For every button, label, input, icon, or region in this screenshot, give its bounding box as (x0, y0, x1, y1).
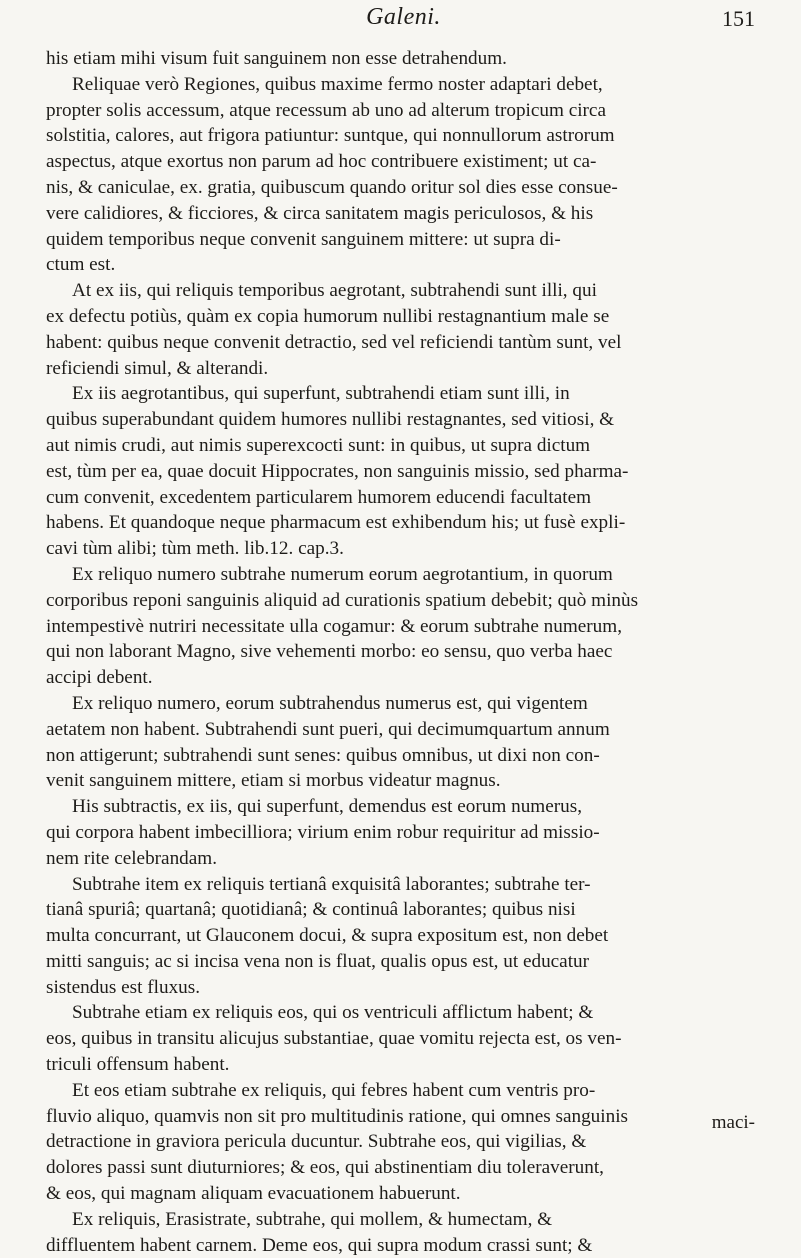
text-line: Ex reliquo numero, eorum subtrahendus numerus est, qui vigentem (72, 692, 588, 714)
text-line: habens. Et quandoque neque pharmacum est exhibendum his; ut fusè expli- (46, 512, 626, 534)
text-line: mitti sanguis; ac si incisa vena non is fluat, qualis opus est, ut educatur (46, 950, 590, 972)
page-number: 151 (722, 6, 755, 31)
text-line: tianâ spuriâ; quartanâ; quotidianâ; & continuâ laborantes; quibus nisi (46, 899, 576, 921)
text-line: His subtractis, ex iis, qui superfunt, demendus est eorum numerus, (72, 796, 582, 818)
text-line: detractione in graviora pericula ducuntur. Subtrahe eos, qui vigilias, & (46, 1131, 587, 1153)
text-line: Ex iis aegrotantibus, qui superfunt, subtrahendi etiam sunt illi, in (72, 383, 570, 405)
text-line: ctum est. (46, 254, 116, 276)
text-line: aut nimis crudi, aut nimis superexcocti sunt: in quibus, ut supra dictum (46, 434, 591, 456)
text-line: cum convenit, excedentem particularem humorem educendi facultatem (46, 486, 592, 508)
text-line: vere calidiores, & ficciores, & circa sanitatem magis periculosos, & his (46, 202, 594, 224)
text-line: dolores passi sunt diuturniores; & eos, qui abstinentiam diu toleraverunt, (46, 1157, 604, 1179)
text-line: reficiendi simul, & alterandi. (46, 357, 269, 379)
text-line: nem rite celebrandam. (46, 847, 218, 869)
text-line: Ex reliquo numero subtrahe numerum eorum aegrotantium, in quorum (72, 563, 613, 585)
text-line: propter solis accessum, atque recessum ab uno ad alterum tropicum circa (46, 99, 606, 121)
text-line: intempestivè nutriri necessitate ulla cogamur: & eorum subtrahe numerum, (46, 615, 622, 637)
text-line: habent: quibus neque convenit detractio, sed vel reficiendi tantùm sunt, vel (46, 331, 622, 353)
text-line: quidem temporibus neque convenit sanguinem mittere: ut supra di- (46, 228, 561, 250)
text-line: non attigerunt; subtrahendi sunt senes: quibus omnibus, ut dixi non con- (46, 744, 600, 766)
text-line: qui corpora habent imbecilliora; virium enim robur requiritur ad missio- (46, 821, 600, 843)
text-line: Reliquae verò Regiones, quibus maxime fermo noster adaptari debet, (72, 73, 603, 95)
page-header (46, 0, 761, 46)
text-line: nis, & caniculae, ex. gratia, quibuscum quando oritur sol dies esse consue- (46, 176, 618, 198)
text-line: solstitia, calores, aut frigora patiuntur: suntque, qui nonnullorum astrorum (46, 125, 615, 147)
running-title: Galeni. (366, 4, 441, 30)
text-line: qui non laborant Magno, sive vehementi morbo: eo sensu, quo verba haec (46, 641, 613, 663)
text-line: Subtrahe item ex reliquis tertianâ exquisitâ laborantes; subtrahe ter- (72, 873, 591, 895)
text-line: Ex reliquis, Erasistrate, subtrahe, qui mollem, & humectam, & (72, 1208, 553, 1230)
text-line: est, tùm per ea, quae docuit Hippocrates, non sanguinis missio, sed pharma- (46, 460, 629, 482)
text-line: his etiam mihi visum fuit sanguinem non esse detrahendum. (46, 48, 507, 69)
text-line: sistendus est fluxus. (46, 976, 201, 998)
text-line: & eos, qui magnam aliquam evacuationem habuerunt. (46, 1183, 461, 1205)
text-line: multa concurrant, ut Glauconem docui, & supra expositum est, non debet (46, 925, 609, 947)
text-line: aetatem non habent. Subtrahendi sunt pueri, qui decimumquartum annum (46, 718, 610, 740)
text-line: fluvio aliquo, quamvis non sit pro multitudinis ratione, qui omnes sanguinis (46, 1105, 628, 1127)
text-line: corporibus reponi sanguinis aliquid ad curationis spatium debebit; quò minùs (46, 589, 639, 611)
body-text (46, 46, 761, 1258)
text-line: accipi debent. (46, 667, 153, 689)
text-line: ex defectu potiùs, quàm ex copia humorum nullibi restagnantium male se (46, 305, 610, 327)
text-line: diffluentem habent carnem. Deme eos, qui supra modum crassi sunt; & (46, 1234, 593, 1256)
text-line: Subtrahe etiam ex reliquis eos, qui os ventriculi afflictum habent; & (72, 1002, 594, 1024)
text-line: aspectus, atque exortus non parum ad hoc contribuere existiment; ut ca- (46, 151, 597, 173)
catchword: maci- (711, 1112, 755, 1133)
text-line: triculi offensum habent. (46, 1054, 230, 1076)
text-line: Et eos etiam subtrahe ex reliquis, qui febres habent cum ventris pro- (72, 1079, 596, 1101)
text-line: cavi tùm alibi; tùm meth. lib.12. cap.3. (46, 538, 344, 560)
text-line: At ex iis, qui reliquis temporibus aegrotant, subtrahendi sunt illi, qui (72, 280, 597, 302)
text-line: venit sanguinem mittere, etiam si morbus videatur magnus. (46, 770, 501, 792)
text-line: eos, quibus in transitu alicujus substantiae, quae vomitu rejecta est, os ven- (46, 1028, 622, 1050)
text-line: quibus superabundant quidem humores nullibi restagnantes, sed vitiosi, & (46, 409, 615, 431)
